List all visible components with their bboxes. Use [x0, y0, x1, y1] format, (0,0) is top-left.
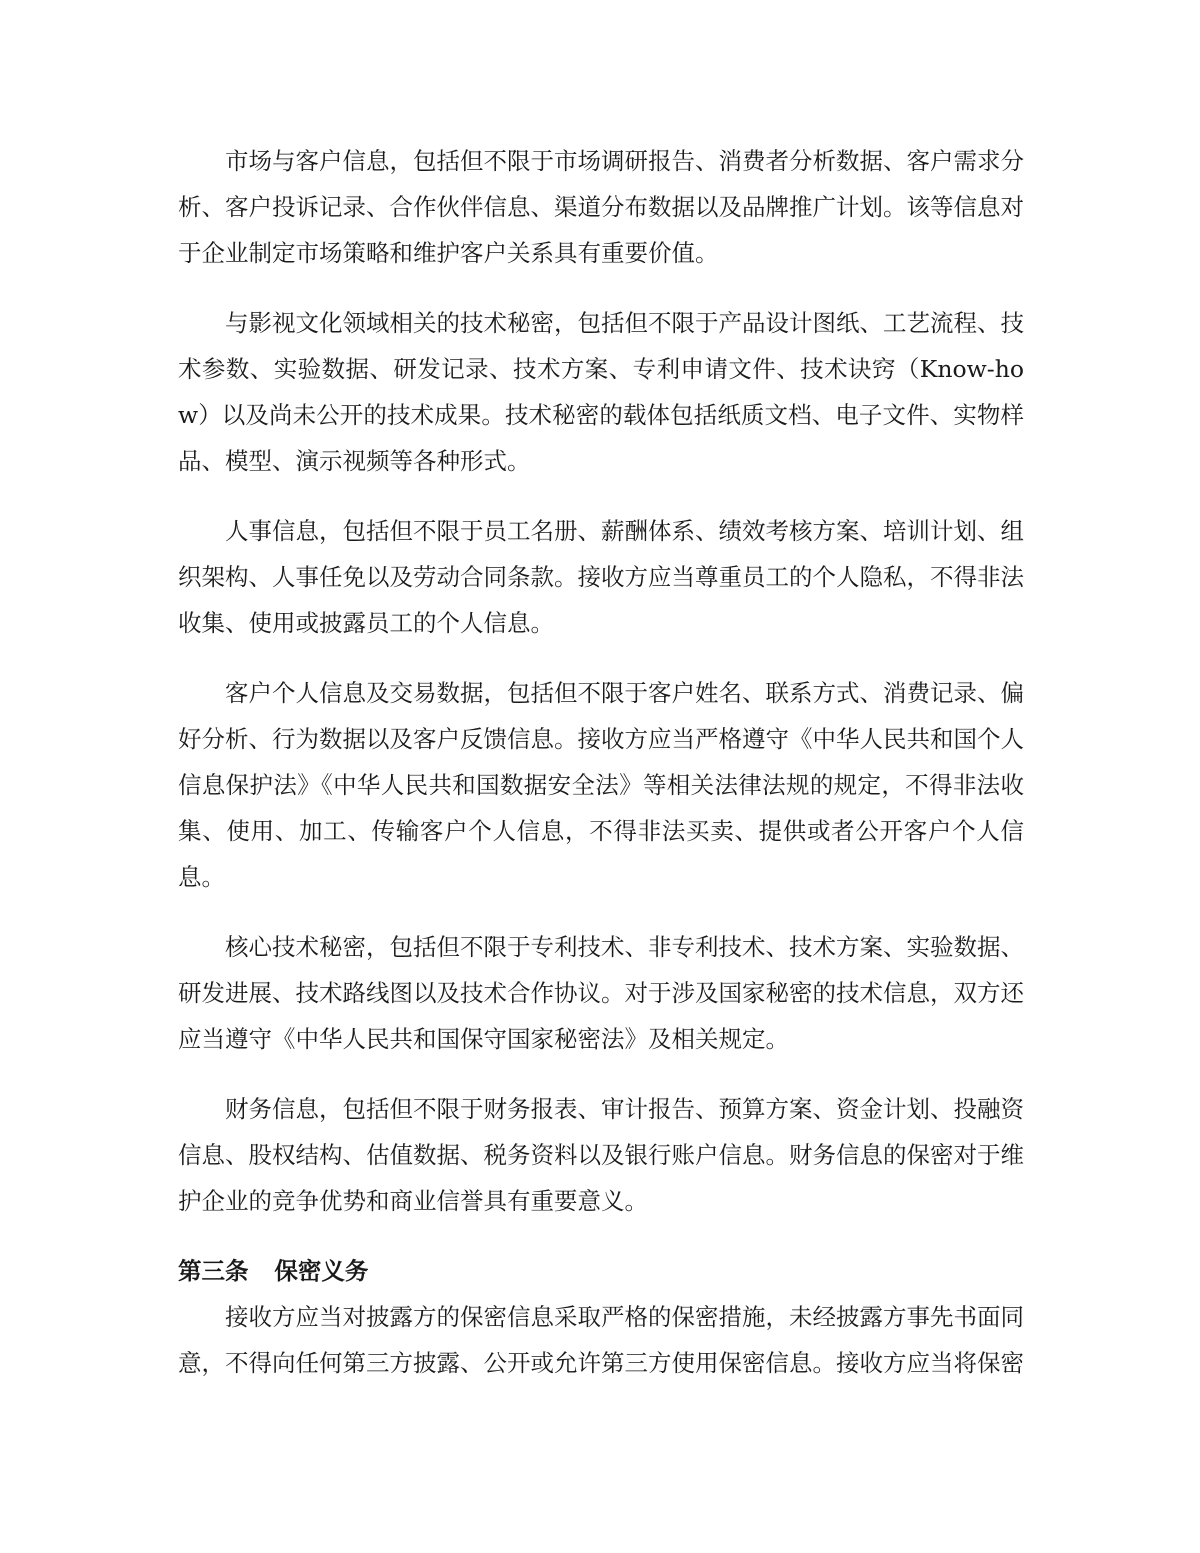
paragraph-personnel-info: 人事信息，包括但不限于员工名册、薪酬体系、绩效考核方案、培训计划、组织架构、人事任免以及劳动合同条款。接收方应当尊重员工的个人隐私，不得非法收集、使用或披露员工的个人信息。 — [178, 517, 1024, 637]
section-number: 第三条 — [178, 1257, 249, 1285]
paragraph-market-customer-info: 市场与客户信息，包括但不限于市场调研报告、消费者分析数据、客户需求分析、客户投诉记录、合作伙伴信息、渠道分布数据以及品牌推广计划。该等信息对于企业制定市场策略和维护客户关系具有重要价值。 — [178, 147, 1024, 267]
paragraph-technical-secrets: 与影视文化领域相关的技术秘密，包括但不限于产品设计图纸、工艺流程、技术参数、实验数据、研发记录、技术方案、专利申请文件、技术诀窍（Know-how）以及尚未公开的技术成果。技术秘密的载体包括纸质文档、电子文件、实物样品、模型、演示视频等各种形式。 — [178, 309, 1024, 475]
paragraph-core-technical-secrets: 核心技术秘密，包括但不限于专利技术、非专利技术、技术方案、实验数据、研发进展、技术路线图以及技术合作协议。对于涉及国家秘密的技术信息，双方还应当遵守《中华人民共和国保守国家秘密法》及相关规定。 — [178, 933, 1024, 1053]
section-title: 保密义务 — [274, 1257, 369, 1285]
section-heading — [178, 1248, 1024, 1294]
paragraph-customer-personal-data: 客户个人信息及交易数据，包括但不限于客户姓名、联系方式、消费记录、偏好分析、行为数据以及客户反馈信息。接收方应当严格遵守《中华人民共和国个人信息保护法》《中华人民共和国数据安全法》等相关法律法规的规定，不得非法收集、使用、加工、传输客户个人信息，不得非法买卖、提供或者公开客户个人信息。 — [178, 679, 1024, 891]
document-page — [178, 138, 1024, 1386]
paragraph-financial-info: 财务信息，包括但不限于财务报表、审计报告、预算方案、资金计划、投融资信息、股权结构、估值数据、税务资料以及银行账户信息。财务信息的保密对于维护企业的竞争优势和商业信誉具有重要意义。 — [178, 1095, 1024, 1215]
paragraph-confidentiality-obligation: 接收方应当对披露方的保密信息采取严格的保密措施，未经披露方事先书面同意，不得向任何第三方披露、公开或允许第三方使用保密信息。接收方应当将保密 — [178, 1303, 1024, 1377]
